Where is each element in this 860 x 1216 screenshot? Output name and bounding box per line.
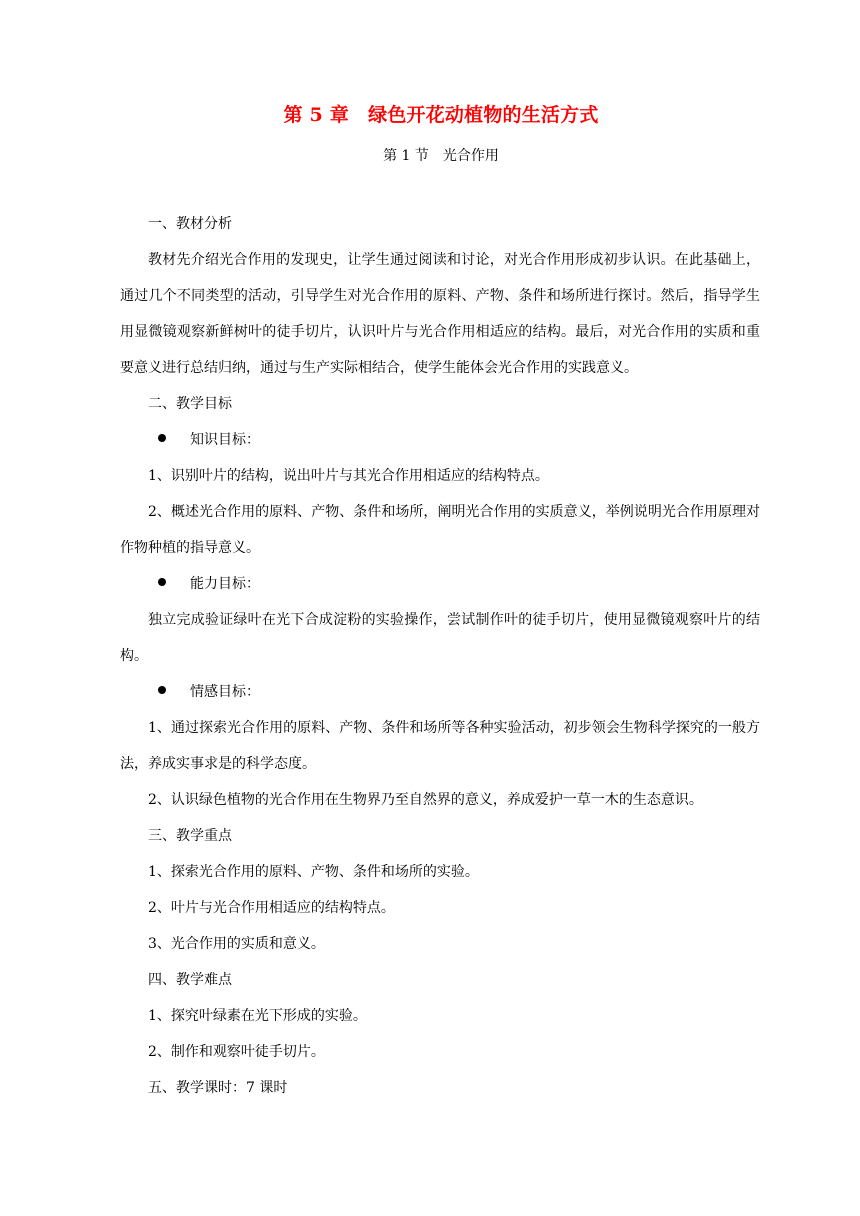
- list-item: 2、制作和观察叶徒手切片。: [148, 1044, 325, 1060]
- bullet-ability-goals: [120, 566, 760, 602]
- heading-key-points: 三、教学重点: [148, 828, 232, 844]
- bullet-dot-icon: [158, 434, 166, 442]
- chapter-title: 第 5 章 绿色开花动植物的生活方式: [283, 104, 599, 126]
- bullet-emotion-goals: [120, 674, 760, 710]
- bullet-label: 情感目标：: [190, 684, 260, 700]
- bullet-knowledge-goals: [120, 422, 760, 458]
- bullet-dot-icon: [158, 578, 166, 586]
- bullet-dot-icon: [158, 686, 166, 694]
- list-item: 1、探究叶绿素在光下形成的实验。: [148, 1008, 367, 1024]
- list-item: 2、叶片与光合作用相适应的结构特点。: [148, 900, 395, 916]
- bullet-label: 知识目标：: [190, 432, 260, 448]
- list-item: 1、探索光合作用的原料、产物、条件和场所的实验。: [148, 864, 479, 880]
- heading-class-hours: 五、教学课时：7 课时: [148, 1080, 288, 1096]
- paragraph-ability: 独立完成验证绿叶在光下合成淀粉的实验操作，尝试制作叶的徒手切片，使用显微镜观察叶片的结构。: [120, 612, 760, 664]
- list-item: 2、概述光合作用的原料、产物、条件和场所，阐明光合作用的实质意义，举例说明光合作用原理对作物种植的指导意义。: [120, 504, 760, 556]
- list-item: 1、通过探索光合作用的原料、产物、条件和场所等各种实验活动，初步领会生物科学探究的一般方法，养成实事求是的科学态度。: [120, 720, 760, 772]
- heading-textbook-analysis: 一、教材分析: [148, 216, 232, 232]
- section-title: 第 1 节 光合作用: [383, 148, 499, 164]
- list-item: 3、光合作用的实质和意义。: [148, 936, 325, 952]
- paragraph-textbook-analysis: 教材先介绍光合作用的发现史，让学生通过阅读和讨论，对光合作用形成初步认识。在此基础上，通过几个不同类型的活动，引导学生对光合作用的原料、产物、条件和场所进行探讨。然后，指导学生用显微镜观察新鲜树叶的徒手切片，认识叶片与光合作用相适应的结构。最后，对光合作用的实质和重要意义进行总结归纳，通过与生产实际相结合，使学生能体会光合作用的实践意义。: [120, 252, 760, 376]
- list-item: 2、认识绿色植物的光合作用在生物界乃至自然界的意义，养成爱护一草一木的生态意识。: [148, 792, 703, 808]
- document-body: [120, 206, 760, 1106]
- bullet-label: 能力目标：: [190, 576, 260, 592]
- list-item: 1、识别叶片的结构，说出叶片与其光合作用相适应的结构特点。: [148, 468, 549, 484]
- heading-difficult-points: 四、教学难点: [148, 972, 232, 988]
- heading-teaching-goals: 二、教学目标: [148, 396, 232, 412]
